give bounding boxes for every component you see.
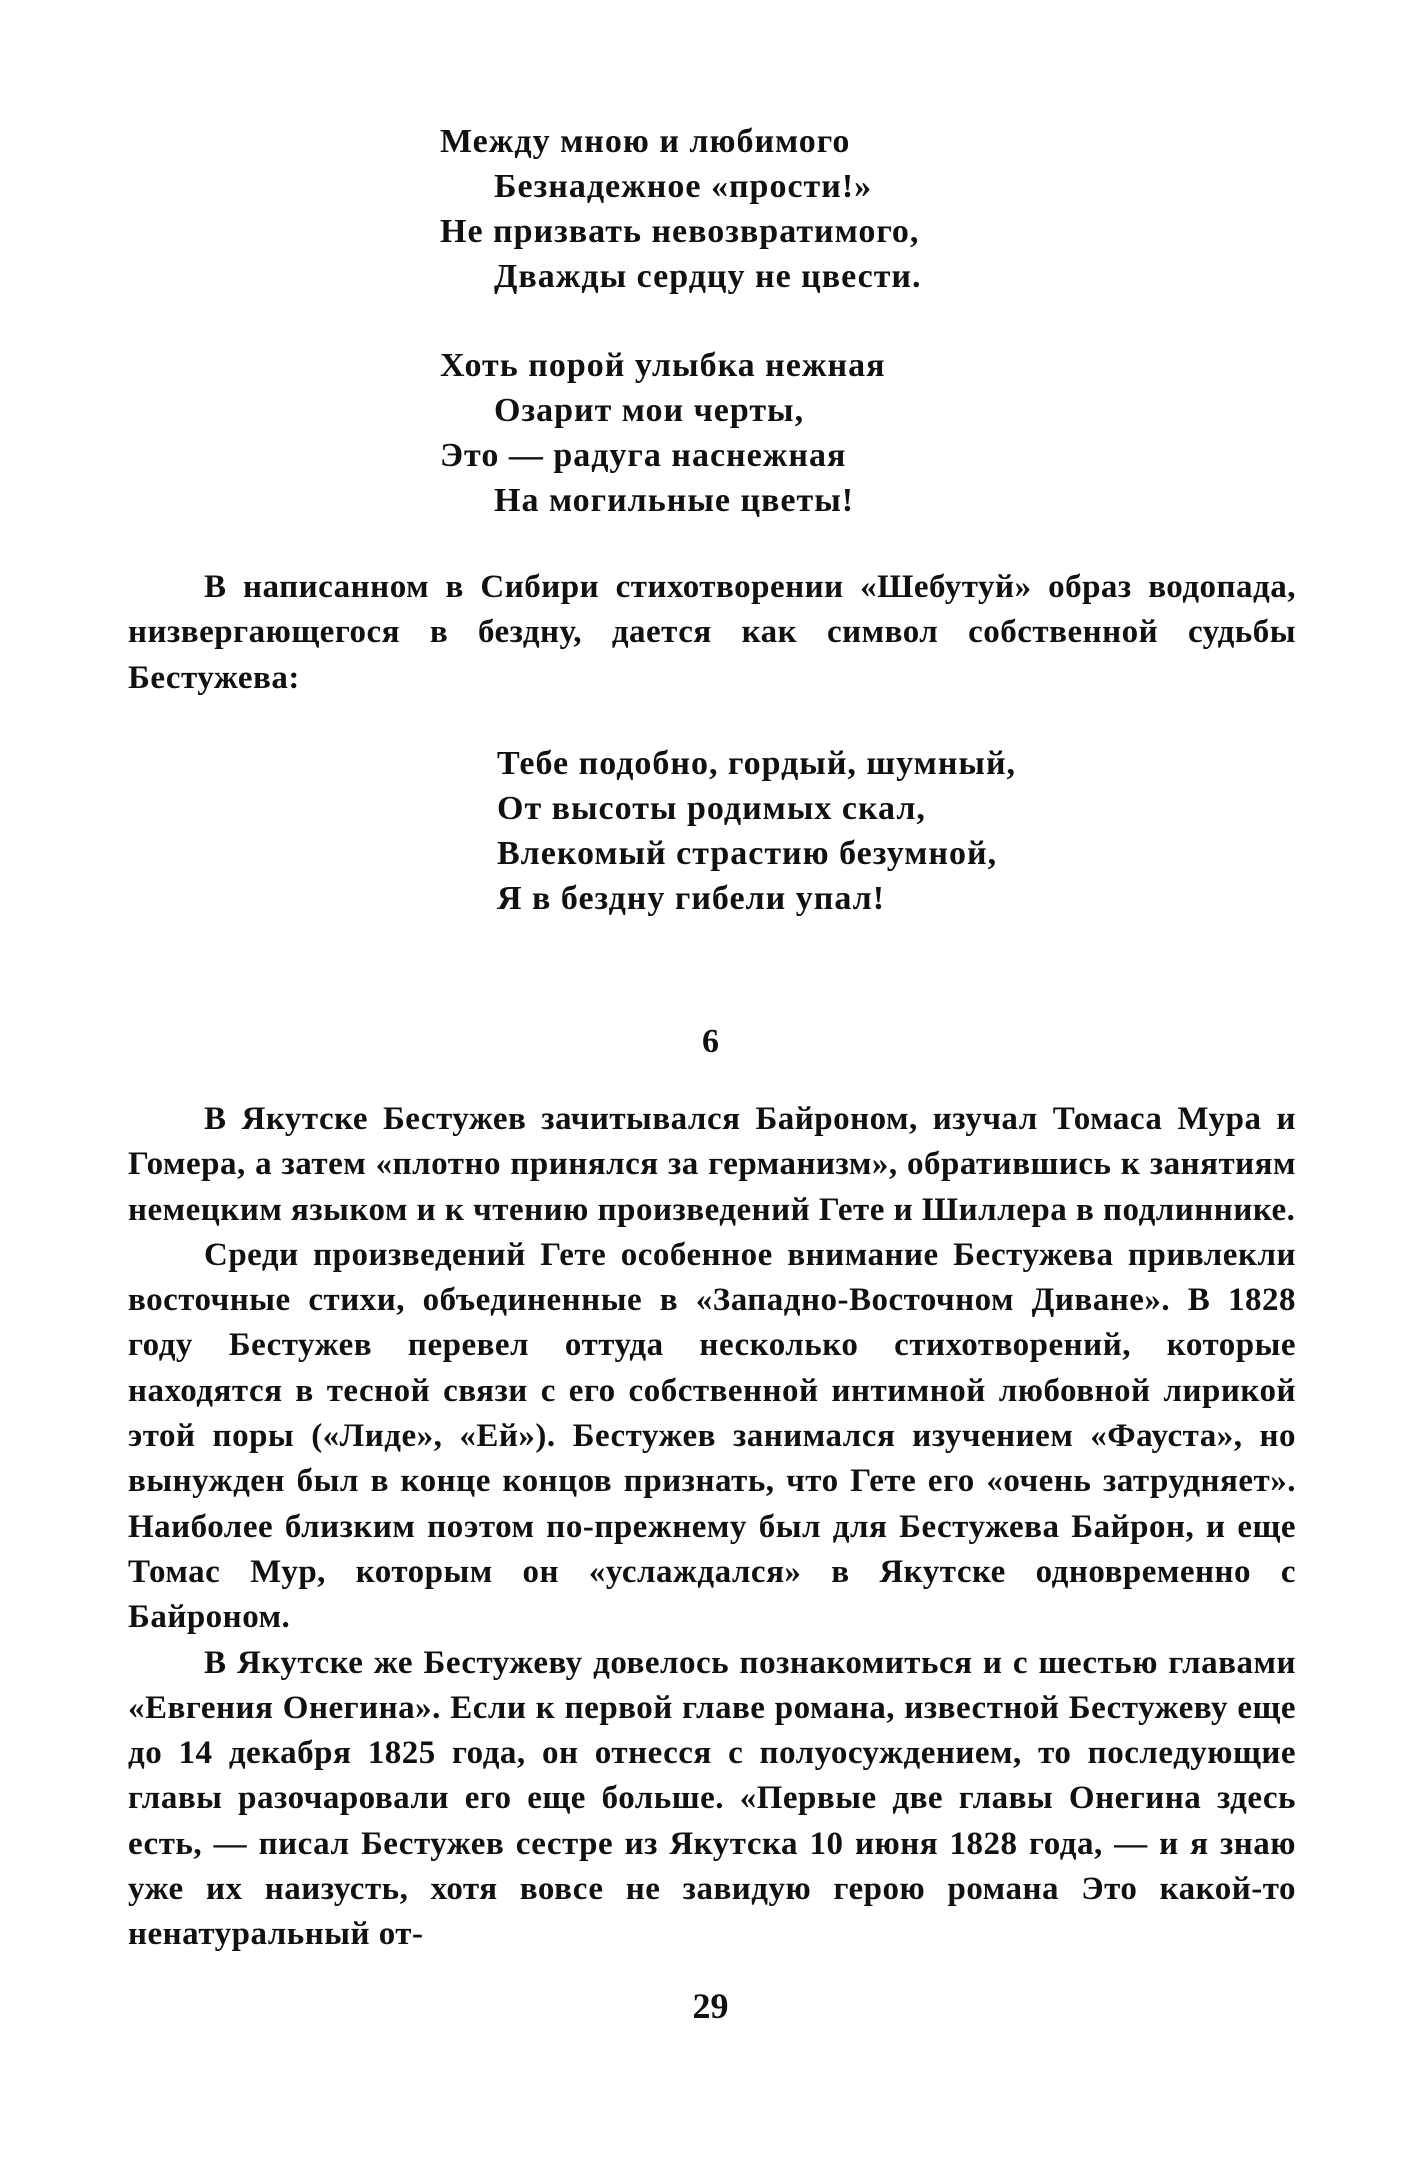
poem-line: Влекомый страстию безумной, — [497, 835, 998, 872]
poem-stanza-1 — [440, 119, 1140, 299]
poem-line: Безнадежное «прости!» — [494, 168, 873, 205]
intro-paragraph-block — [128, 565, 1296, 701]
poem-line: От высоты родимых скал, — [497, 790, 926, 827]
poem-stanza-2 — [440, 343, 1140, 523]
poem-line: Не призвать невозвратимого, — [440, 213, 920, 250]
intro-paragraph: В написанном в Сибири стихотворении «Шебутуй» образ водопада, низвергающегося в бездну, дается как символ собственной судьбы Бестужева: — [128, 569, 1296, 696]
poem-line: Тебе подобно, гордый, шумный, — [497, 745, 1017, 782]
poem-line: Озарит мои черты, — [494, 392, 805, 429]
paragraph: В Якутске Бестужев зачитывался Байроном, изучал Томаса Мура и Гомера, а затем «плотно принялся за германизм», обратившись к занятиям немецким языком и к чтению произведений Гете и Шиллера в подлиннике. — [128, 1101, 1296, 1228]
poem-line: Дважды сердцу не цвести. — [494, 258, 922, 295]
poem-line: На могильные цветы! — [494, 482, 855, 519]
section-number: 6 — [702, 1023, 719, 1060]
body-text — [128, 1097, 1296, 1958]
poem-line: Я в бездну гибели упал! — [497, 880, 886, 917]
page-number: 29 — [692, 1986, 729, 2026]
poem-stanza-3 — [497, 741, 1197, 921]
poem-line: Хоть порой улыбка нежная — [440, 347, 886, 384]
paragraph: Среди произведений Гете особенное внимание Бестужева привлекли восточные стихи, объединенные в «Западно-Восточном Диване». В 1828 году Бестужев перевел оттуда несколько стихотворений, которые находятся в тесной связи с его собственной интимной любовной лирикой этой поры («Лиде», «Ей»). Бестужев занимался изучением «Фауста», но вынужден был в конце концов признать, что Гете его «очень затрудняет». Наиболее близким поэтом по-прежнему был для Бестужева Байрон, и еще Томас Мур, которым он «услаждался» в Якутске одновременно с Байроном. — [128, 1236, 1296, 1636]
poem-line: Между мною и любимого — [440, 123, 851, 160]
poem-line: Это — радуга наснежная — [440, 437, 847, 474]
paragraph: В Якутске же Бестужеву довелось познакомиться и с шестью главами «Евгения Онегина». Если к первой главе романа, известной Бестужеву еще до 14 декабря 1825 года, он отнесся с полуосуждением, то последующие главы разочаровали его еще больше. «Первые две главы Онегина здесь есть, — писал Бестужев сестре из Якутска 10 июня 1828 года, — и я знаю уже их наизусть, хотя вовсе не завидую герою романа Это какой-то ненатуральный от- — [128, 1644, 1296, 1953]
